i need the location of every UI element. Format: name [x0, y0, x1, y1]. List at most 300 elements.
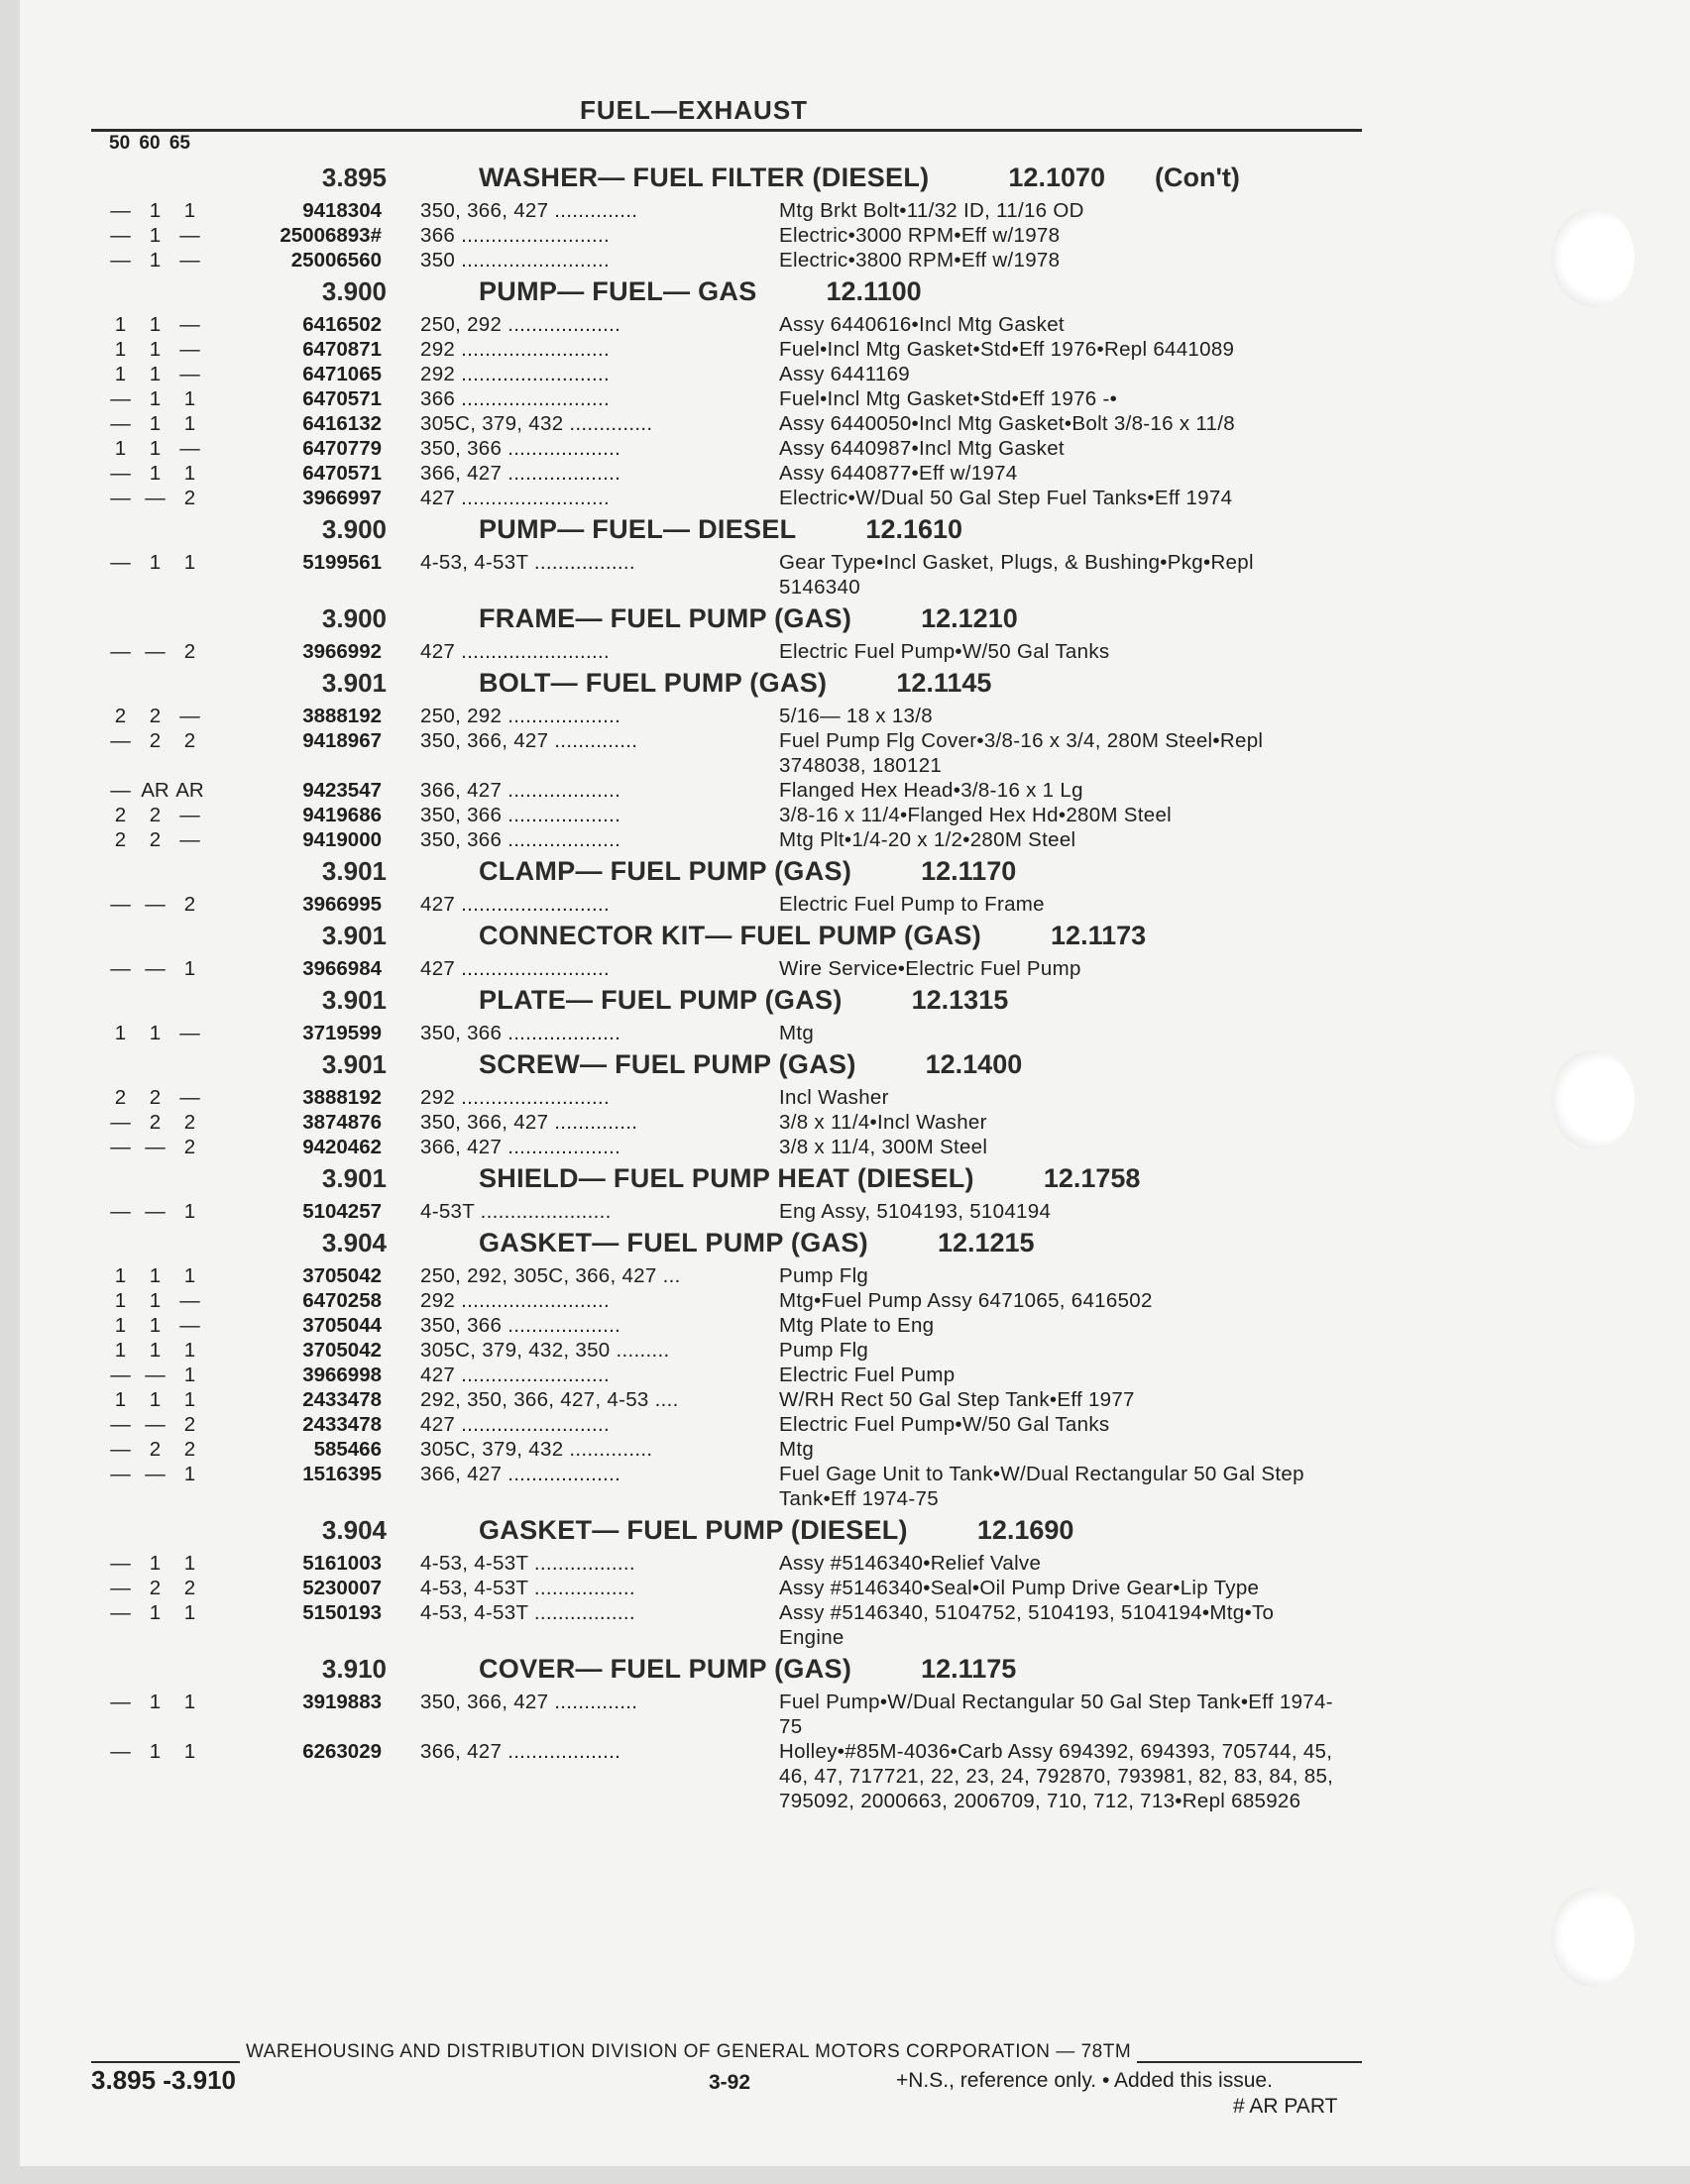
part-description: Fuel•Incl Mtg Gasket•Std•Eff 1976•Repl 6441089: [779, 338, 1235, 361]
qty-60: —: [145, 1364, 166, 1386]
part-number: 3966995: [302, 893, 382, 916]
qty-65: —: [179, 437, 200, 460]
group-title: PLATE— FUEL PUMP (GAS): [479, 985, 843, 1015]
part-number: 5104257: [302, 1200, 382, 1223]
group-number: 3.900: [321, 514, 387, 544]
binder-hole: [1551, 1050, 1634, 1149]
part-number: 3888192: [302, 1086, 382, 1109]
qty-60: 2: [149, 1086, 162, 1109]
qty-65: 1: [183, 1364, 196, 1386]
qty-50: —: [110, 640, 131, 663]
parts-group: [103, 273, 1372, 510]
qty-65: 1: [183, 1388, 196, 1411]
application: 250, 292 ...................: [420, 705, 621, 727]
application: 350, 366 ...................: [420, 1022, 621, 1044]
group-title: SHIELD— FUEL PUMP HEAT (DIESEL): [479, 1163, 974, 1193]
application: 4-53, 4-53T .................: [420, 1577, 635, 1599]
part-description: Electric Fuel Pump: [779, 1364, 956, 1386]
application: 292 .........................: [420, 363, 610, 385]
part-row: [103, 639, 1372, 664]
qty-65: 1: [183, 551, 196, 574]
part-number: 6263029: [302, 1740, 382, 1763]
part-description: Mtg: [779, 1022, 815, 1044]
group-header: [103, 510, 1372, 550]
qty-50: 1: [114, 363, 127, 385]
application: 427 .........................: [420, 893, 610, 916]
part-description: Incl Washer: [779, 1086, 889, 1109]
qty-60: 1: [149, 363, 162, 385]
qty-60: 1: [149, 249, 162, 272]
application: 427 .........................: [420, 640, 610, 663]
part-description: 3/8 x 11/4•Incl Washer: [779, 1111, 987, 1134]
part-row: [103, 1021, 1372, 1045]
application: 350, 366 ...................: [420, 828, 621, 851]
part-row: [103, 1199, 1372, 1224]
group-code: 12.1400: [925, 1049, 1023, 1079]
group-number: 3.904: [321, 1515, 387, 1545]
qty-50: 2: [114, 705, 127, 727]
part-number: 3966998: [302, 1364, 382, 1386]
part-number: 6416502: [302, 313, 382, 336]
part-row: [103, 550, 1372, 600]
group-code: 12.1758: [1043, 1163, 1141, 1193]
qty-65: —: [179, 338, 200, 361]
group-number: 3.904: [321, 1228, 387, 1257]
group-code: 12.1215: [937, 1228, 1035, 1257]
part-number: 6470571: [302, 462, 382, 485]
part-number: 3705044: [302, 1314, 382, 1337]
qty-50: 1: [114, 1314, 127, 1337]
part-description: 3/8 x 11/4, 300M Steel: [779, 1136, 988, 1158]
qty-65: AR: [175, 779, 204, 802]
application: 292 .........................: [420, 1086, 610, 1109]
part-row: [103, 1085, 1372, 1110]
group-number: 3.901: [321, 856, 387, 886]
application: 292 .........................: [420, 1289, 610, 1312]
qty-60: 1: [149, 1740, 162, 1763]
part-number: 9418304: [302, 199, 382, 222]
part-description: Electric•W/Dual 50 Gal Step Fuel Tanks•Eff 1974: [779, 487, 1233, 509]
part-row: [103, 198, 1372, 223]
part-number: 5161003: [302, 1552, 382, 1575]
group-title: COVER— FUEL PUMP (GAS): [479, 1654, 852, 1684]
qty-50: —: [110, 249, 131, 272]
parts-group: [103, 1159, 1372, 1224]
group-number: 3.901: [321, 921, 387, 950]
qty-60: 2: [149, 1438, 162, 1461]
qty-50: —: [110, 1552, 131, 1575]
footer-division: WAREHOUSING AND DISTRIBUTION DIVISION OF GENERAL MOTORS CORPORATION — 78TM: [246, 2041, 1132, 2062]
binder-hole: [1551, 208, 1634, 307]
qty-65: 1: [183, 1264, 196, 1287]
qty-50: 1: [114, 338, 127, 361]
part-row: [103, 1412, 1372, 1437]
application: 4-53, 4-53T .................: [420, 1601, 635, 1624]
group-code: 12.1100: [826, 276, 922, 306]
application: 250, 292, 305C, 366, 427 ...: [420, 1264, 681, 1287]
qty-50: —: [110, 551, 131, 574]
qty-60: 1: [149, 1264, 162, 1287]
part-description: Pump Flg: [779, 1264, 869, 1287]
qty-60: 1: [149, 1691, 162, 1713]
application: 350, 366, 427 ..............: [420, 199, 638, 222]
binder-hole: [1551, 1888, 1634, 1987]
qty-60: 1: [149, 387, 162, 410]
qty-60: —: [145, 640, 166, 663]
qty-50: 1: [114, 1339, 127, 1362]
part-row: [103, 1110, 1372, 1135]
part-number: 5150193: [302, 1601, 382, 1624]
part-description: 5/16— 18 x 13/8: [779, 705, 933, 727]
application: 350, 366 ...................: [420, 437, 621, 460]
qty-65: 1: [183, 412, 196, 435]
qty-65: 1: [183, 387, 196, 410]
qty-50: 2: [114, 804, 127, 826]
qty-65: 2: [183, 1438, 196, 1461]
qty-60: —: [145, 1463, 166, 1485]
qty-50: —: [110, 1136, 131, 1158]
qty-60: 2: [149, 729, 162, 752]
application: 366 .........................: [420, 387, 610, 410]
group-code: 12.1315: [911, 985, 1009, 1015]
qty-65: 2: [183, 1136, 196, 1158]
group-number: 3.900: [321, 603, 387, 633]
group-code: 12.1070: [1008, 163, 1106, 192]
part-number: 3966984: [302, 957, 382, 980]
qty-60: 2: [149, 804, 162, 826]
qty-65: —: [179, 1289, 200, 1312]
part-row: [103, 337, 1372, 362]
qty-50: —: [110, 1463, 131, 1485]
qty-50: —: [110, 412, 131, 435]
qty-50: —: [110, 1691, 131, 1713]
application: 350, 366, 427 ..............: [420, 1691, 638, 1713]
application: 305C, 379, 432 ..............: [420, 1438, 653, 1461]
qty-50: —: [110, 893, 131, 916]
group-code: 12.1145: [896, 668, 992, 698]
group-continued: (Con't): [1155, 163, 1240, 192]
group-header: [103, 273, 1372, 312]
part-number: 3888192: [302, 705, 382, 727]
part-description: Gear Type•Incl Gasket, Plugs, & Bushing•Pkg•Repl 5146340: [779, 551, 1254, 599]
qty-50: 2: [114, 828, 127, 851]
group-header: [103, 159, 1372, 198]
application: 4-53, 4-53T .................: [420, 551, 635, 574]
part-row: [103, 1288, 1372, 1313]
group-code: 12.1610: [865, 514, 963, 544]
part-description: Assy 6440987•Incl Mtg Gasket: [779, 437, 1065, 460]
qty-65: 1: [183, 199, 196, 222]
qty-50: —: [110, 387, 131, 410]
qty-60: —: [145, 1413, 166, 1436]
page-title: FUEL—EXHAUST: [579, 95, 809, 125]
footer-rule-right: [1137, 2047, 1362, 2063]
qty-50: —: [110, 729, 131, 752]
group-number: 3.901: [321, 985, 387, 1015]
part-description: Assy #5146340•Relief Valve: [779, 1552, 1042, 1575]
group-number: 3.895: [321, 163, 387, 192]
qty-60: 1: [149, 1388, 162, 1411]
application: 350, 366 ...................: [420, 804, 621, 826]
part-number: 6470779: [302, 437, 382, 460]
part-row: [103, 956, 1372, 981]
part-row: [103, 1739, 1372, 1813]
part-row: [103, 827, 1372, 852]
qty-50: 1: [114, 1388, 127, 1411]
part-description: Mtg•Fuel Pump Assy 6471065, 6416502: [779, 1289, 1153, 1312]
part-row: [103, 1338, 1372, 1363]
parts-group: [103, 1045, 1372, 1159]
part-number: 9423547: [302, 779, 382, 802]
part-description: Assy 6441169: [779, 363, 911, 385]
application: 350, 366, 427 ..............: [420, 1111, 638, 1134]
part-row: [103, 1387, 1372, 1412]
group-header: [103, 852, 1372, 892]
qty-65: 2: [183, 640, 196, 663]
part-row: [103, 803, 1372, 827]
header-rule: [91, 129, 1362, 132]
part-row: [103, 1600, 1372, 1650]
parts-group: [103, 510, 1372, 600]
part-row: [103, 778, 1372, 803]
qty-60: 2: [149, 1577, 162, 1599]
qty-60: 1: [149, 551, 162, 574]
parts-group: [103, 1511, 1372, 1650]
group-code: 12.1210: [921, 603, 1018, 633]
group-header: [103, 1045, 1372, 1085]
model-years-header: 50 60 65: [109, 133, 190, 154]
footer-rule-left: [91, 2047, 240, 2063]
qty-65: 1: [183, 1601, 196, 1624]
part-number: 3966997: [302, 487, 382, 509]
qty-60: 1: [149, 412, 162, 435]
qty-50: —: [110, 1364, 131, 1386]
part-description: Electric•3800 RPM•Eff w/1978: [779, 249, 1061, 272]
group-number: 3.900: [321, 276, 387, 306]
qty-65: 2: [183, 487, 196, 509]
qty-65: 2: [183, 1577, 196, 1599]
parts-group: [103, 1224, 1372, 1511]
part-description: Fuel Pump•W/Dual Rectangular 50 Gal Step Tank•Eff 1974-75: [779, 1691, 1333, 1738]
qty-60: 1: [149, 199, 162, 222]
qty-50: 1: [114, 1022, 127, 1044]
part-description: Mtg: [779, 1438, 815, 1461]
parts-group: [103, 159, 1372, 273]
application: 292, 350, 366, 427, 4-53 ....: [420, 1388, 679, 1411]
part-row: [103, 1313, 1372, 1338]
qty-50: 1: [114, 437, 127, 460]
part-description: Electric Fuel Pump•W/50 Gal Tanks: [779, 640, 1110, 663]
qty-65: —: [179, 249, 200, 272]
part-description: Assy 6440050•Incl Mtg Gasket•Bolt 3/8-16 x 11/8: [779, 412, 1235, 435]
part-row: [103, 486, 1372, 510]
application: 4-53, 4-53T .................: [420, 1552, 635, 1575]
qty-65: 1: [183, 1691, 196, 1713]
group-title: SCREW— FUEL PUMP (GAS): [479, 1049, 856, 1079]
part-number: 9418967: [302, 729, 382, 752]
part-number: 3719599: [302, 1022, 382, 1044]
part-description: Assy 6440877•Eff w/1974: [779, 462, 1018, 485]
application: 427 .........................: [420, 1364, 610, 1386]
qty-65: —: [179, 363, 200, 385]
part-row: [103, 1462, 1372, 1511]
part-row: [103, 1690, 1372, 1739]
application: 350 .........................: [420, 249, 610, 272]
part-number: 6470571: [302, 387, 382, 410]
application: 366, 427 ...................: [420, 1463, 621, 1485]
parts-group: [103, 1650, 1372, 1813]
page-bottom-edge: [0, 2166, 1690, 2184]
application: 427 .........................: [420, 487, 610, 509]
qty-65: —: [179, 804, 200, 826]
part-row: [103, 1363, 1372, 1387]
qty-50: —: [110, 1438, 131, 1461]
part-number: 5199561: [302, 551, 382, 574]
application: 427 .........................: [420, 1413, 610, 1436]
part-row: [103, 1576, 1372, 1600]
part-description: Fuel Gage Unit to Tank•W/Dual Rectangular 50 Gal Step Tank•Eff 1974-75: [779, 1463, 1304, 1510]
page-number: 3-92: [709, 2071, 751, 2094]
part-description: Mtg Brkt Bolt•11/32 ID, 11/16 OD: [779, 199, 1084, 222]
group-title: PUMP— FUEL— DIESEL: [479, 514, 797, 544]
group-header: [103, 981, 1372, 1021]
group-number: 3.901: [321, 1049, 387, 1079]
qty-60: 1: [149, 1339, 162, 1362]
group-header: [103, 1224, 1372, 1263]
qty-65: 1: [183, 957, 196, 980]
qty-60: 2: [149, 1111, 162, 1134]
part-description: Flanged Hex Head•3/8-16 x 1 Lg: [779, 779, 1083, 802]
qty-50: —: [110, 224, 131, 247]
part-description: Fuel•Incl Mtg Gasket•Std•Eff 1976 -•: [779, 387, 1118, 410]
group-header: [103, 600, 1372, 639]
part-description: W/RH Rect 50 Gal Step Tank•Eff 1977: [779, 1388, 1135, 1411]
qty-60: 1: [149, 1314, 162, 1337]
part-number: 3919883: [302, 1691, 382, 1713]
qty-65: —: [179, 313, 200, 336]
footer-line: [91, 2041, 1362, 2063]
group-number: 3.901: [321, 1163, 387, 1193]
part-number: 2433478: [302, 1388, 382, 1411]
group-title: GASKET— FUEL PUMP (GAS): [479, 1228, 868, 1257]
qty-60: 1: [149, 1022, 162, 1044]
qty-60: 1: [149, 313, 162, 336]
qty-65: 2: [183, 1111, 196, 1134]
group-number: 3.901: [321, 668, 387, 698]
part-row: [103, 312, 1372, 337]
part-row: [103, 1551, 1372, 1576]
qty-50: —: [110, 957, 131, 980]
qty-65: —: [179, 705, 200, 727]
qty-60: —: [145, 1200, 166, 1223]
application: 366, 427 ...................: [420, 1740, 621, 1763]
part-description: Assy #5146340, 5104752, 5104193, 5104194•Mtg•To Engine: [779, 1601, 1275, 1649]
application: 427 .........................: [420, 957, 610, 980]
qty-50: —: [110, 462, 131, 485]
group-code: 12.1173: [1051, 921, 1147, 950]
group-header: [103, 1511, 1372, 1551]
application: 366, 427 ...................: [420, 462, 621, 485]
parts-group: [103, 852, 1372, 917]
part-number: 9420462: [302, 1136, 382, 1158]
part-row: [103, 1135, 1372, 1159]
group-title: BOLT— FUEL PUMP (GAS): [479, 668, 828, 698]
qty-65: 1: [183, 1740, 196, 1763]
qty-65: 2: [183, 729, 196, 752]
qty-65: 1: [183, 1339, 196, 1362]
part-number: 25006560: [290, 249, 382, 272]
group-title: CONNECTOR KIT— FUEL PUMP (GAS): [479, 921, 982, 950]
legend-notes: +N.S., reference only. • Added this issue.: [896, 2069, 1273, 2092]
qty-60: 1: [149, 437, 162, 460]
part-number: 6470871: [302, 338, 382, 361]
application: 305C, 379, 432, 350 .........: [420, 1339, 670, 1362]
part-description: Holley•#85M-4036•Carb Assy 694392, 694393, 705744, 45, 46, 47, 717721, 22, 23, 24, 792870, 793981, 82, 83, 84, 85, 795092, 2000663, 2006709, 710, 712, 713•Repl 685926: [779, 1740, 1334, 1812]
part-description: Mtg Plate to Eng: [779, 1314, 935, 1337]
qty-60: 1: [149, 1289, 162, 1312]
qty-65: —: [179, 1086, 200, 1109]
qty-50: 1: [114, 1264, 127, 1287]
part-row: [103, 436, 1372, 461]
part-row: [103, 892, 1372, 917]
qty-65: —: [179, 828, 200, 851]
qty-60: —: [145, 957, 166, 980]
qty-65: 1: [183, 1200, 196, 1223]
qty-50: —: [110, 487, 131, 509]
qty-50: —: [110, 1200, 131, 1223]
qty-60: 1: [149, 338, 162, 361]
part-number: 2433478: [302, 1413, 382, 1436]
part-number: 1516395: [302, 1463, 382, 1485]
parts-group: [103, 664, 1372, 852]
part-row: [103, 411, 1372, 436]
part-description: Fuel Pump Flg Cover•3/8-16 x 3/4, 280M Steel•Repl 3748038, 180121: [779, 729, 1264, 777]
part-row: [103, 728, 1372, 778]
part-number: 6470258: [302, 1289, 382, 1312]
part-description: Assy #5146340•Seal•Oil Pump Drive Gear•Lip Type: [779, 1577, 1260, 1599]
application: 292 .........................: [420, 338, 610, 361]
page-edge: [0, 0, 20, 2184]
qty-50: —: [110, 1601, 131, 1624]
part-number: 585466: [313, 1438, 382, 1461]
section-range: 3.895 -3.910: [91, 2065, 237, 2095]
qty-60: —: [145, 1136, 166, 1158]
part-description: Electric Fuel Pump to Frame: [779, 893, 1045, 916]
group-title: WASHER— FUEL FILTER (DIESEL): [479, 163, 930, 192]
group-code: 12.1175: [921, 1654, 1017, 1684]
group-header: [103, 664, 1372, 704]
part-description: Eng Assy, 5104193, 5104194: [779, 1200, 1052, 1223]
parts-group: [103, 600, 1372, 664]
part-row: [103, 386, 1372, 411]
qty-65: —: [179, 224, 200, 247]
qty-50: —: [110, 1577, 131, 1599]
part-description: Electric•3000 RPM•Eff w/1978: [779, 224, 1061, 247]
qty-50: 2: [114, 1086, 127, 1109]
qty-60: —: [145, 893, 166, 916]
application: 305C, 379, 432 ..............: [420, 412, 653, 435]
application: 366, 427 ...................: [420, 779, 621, 802]
group-header: [103, 1650, 1372, 1690]
part-row: [103, 1263, 1372, 1288]
part-number: 3705042: [302, 1264, 382, 1287]
group-title: CLAMP— FUEL PUMP (GAS): [479, 856, 852, 886]
parts-list: [103, 159, 1372, 1813]
qty-50: 1: [114, 313, 127, 336]
qty-50: —: [110, 779, 131, 802]
qty-60: 1: [149, 1552, 162, 1575]
part-description: Pump Flg: [779, 1339, 869, 1362]
